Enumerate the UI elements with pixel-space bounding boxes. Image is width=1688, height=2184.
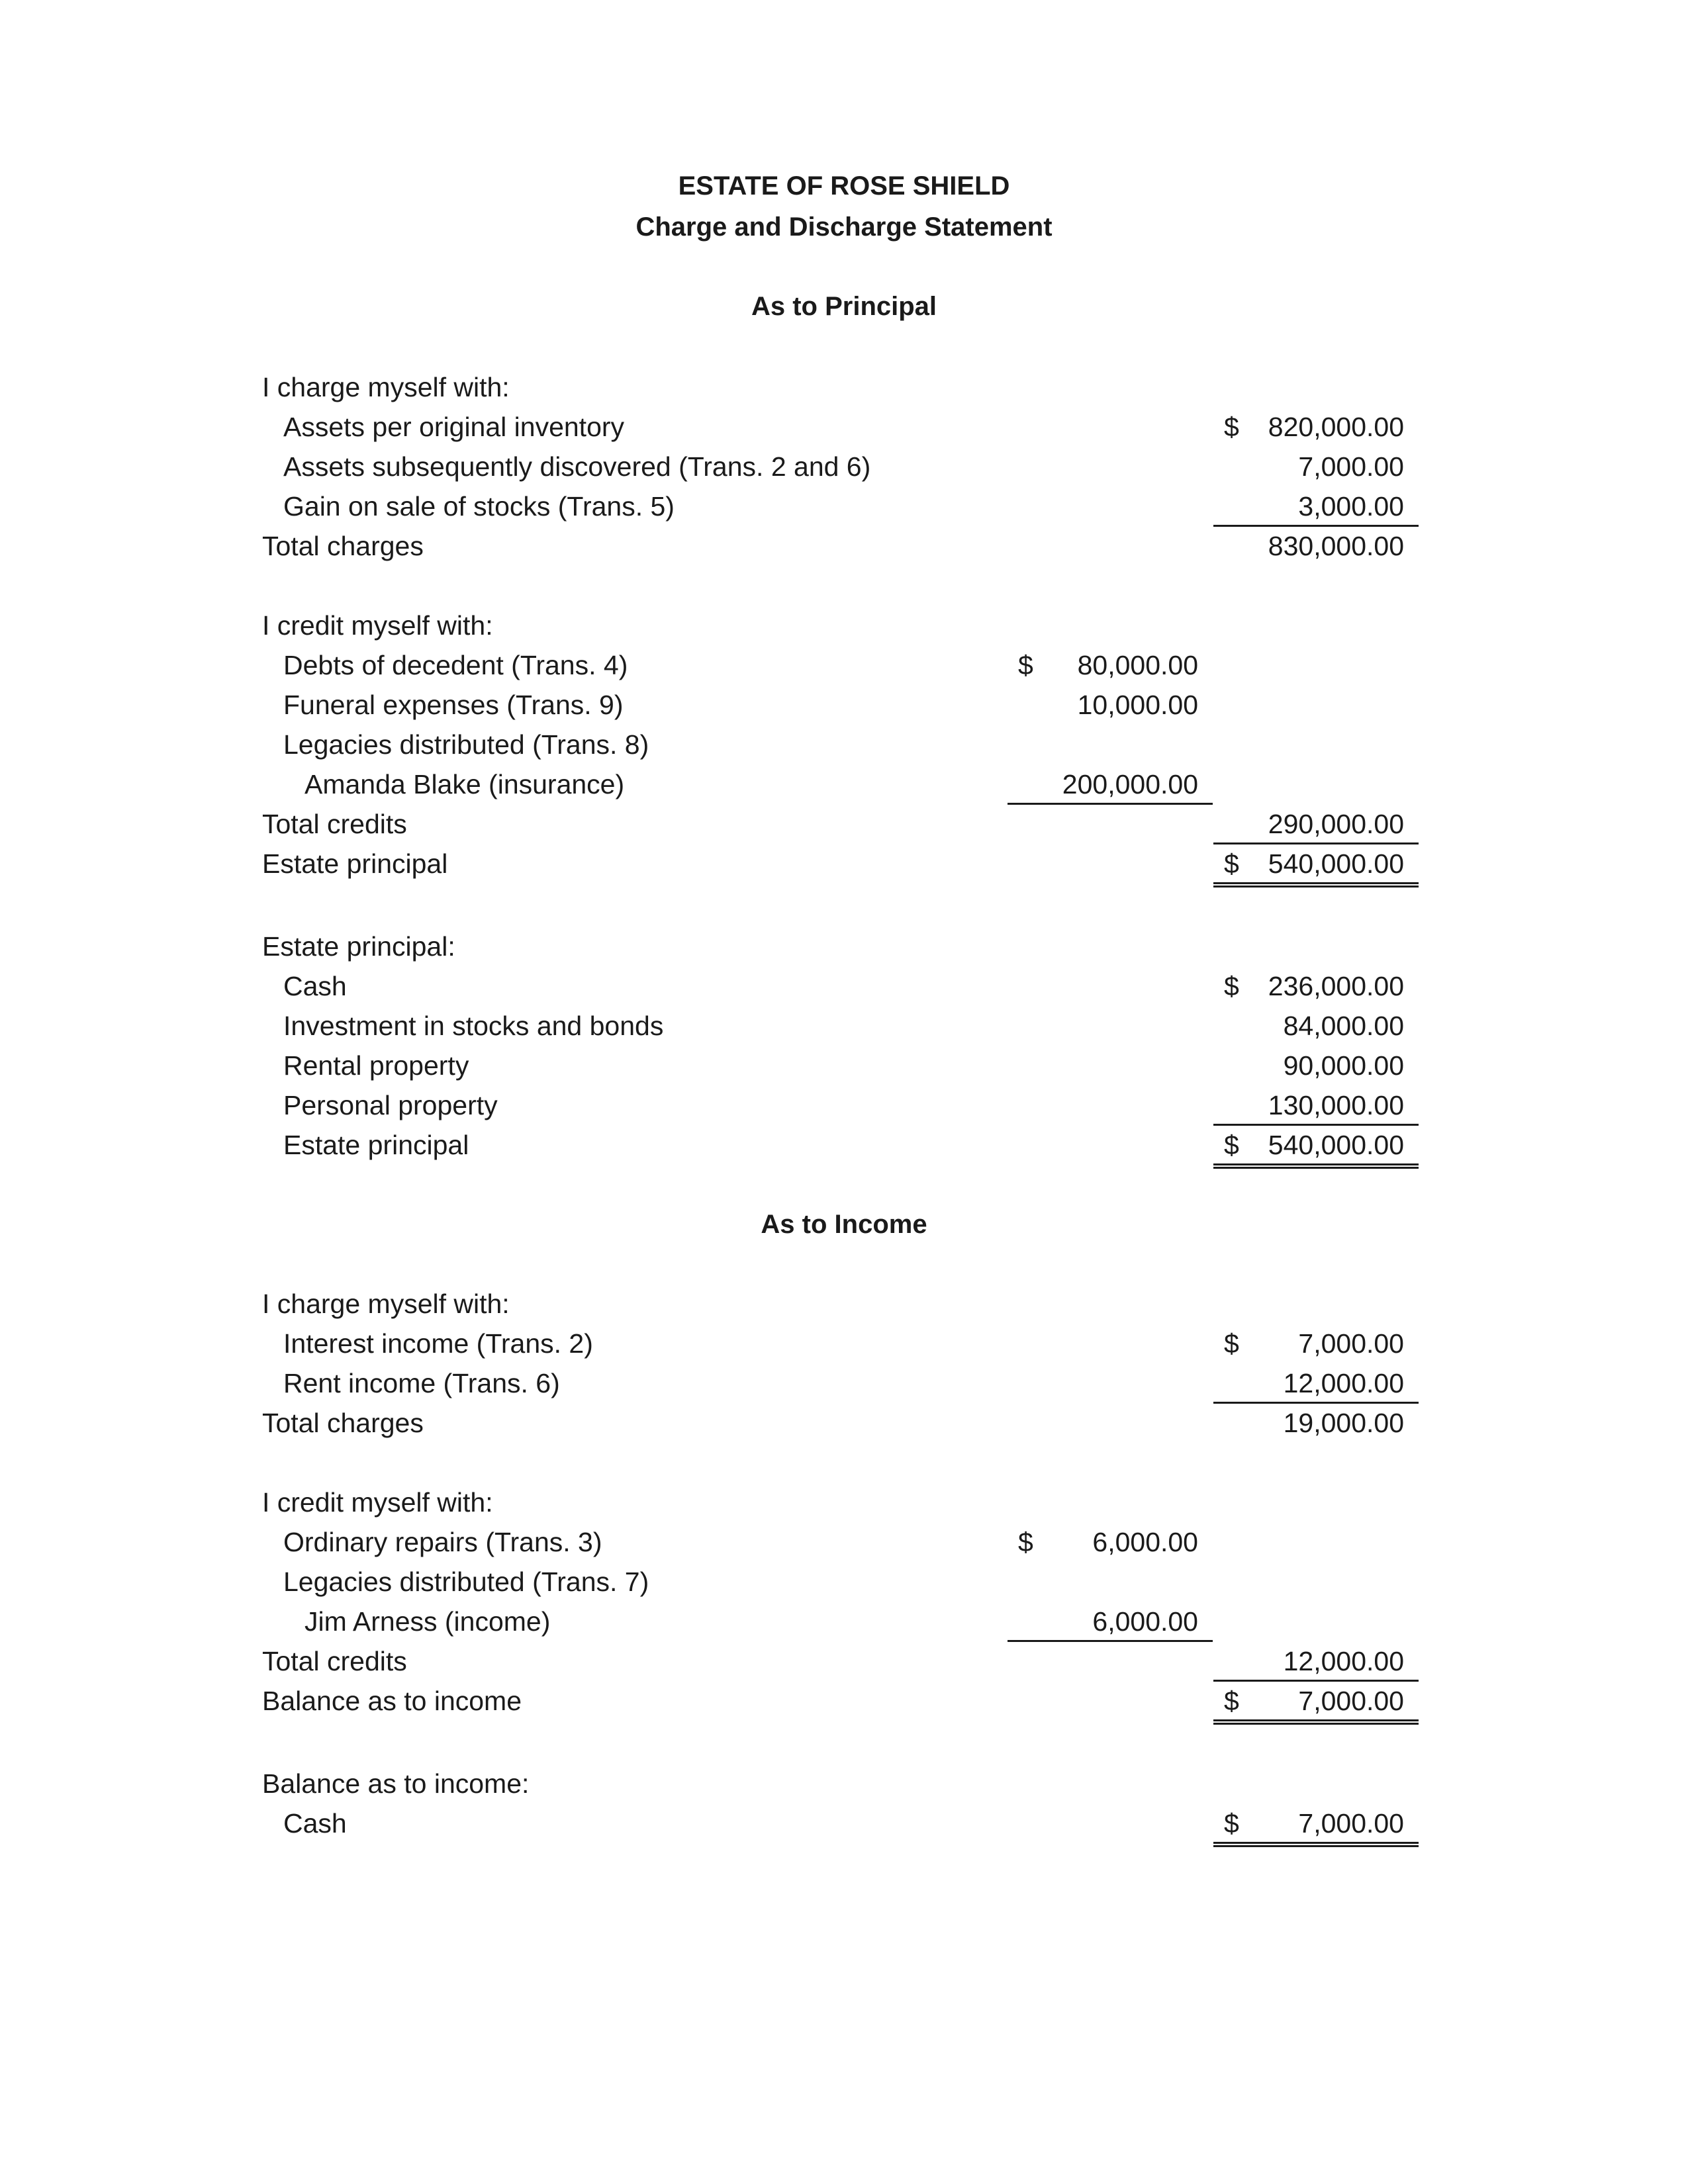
row-label: Balance as to income: — [262, 1768, 530, 1799]
currency-sign: $ — [1224, 1686, 1239, 1716]
principal-composition-row — [0, 1046, 1688, 1085]
amount-value: 820,000.00 — [1268, 412, 1404, 442]
row-label: Gain on sale of stocks (Trans. 5) — [283, 491, 675, 522]
income-credit-row — [0, 1602, 1688, 1641]
currency-sign: $ — [1224, 1808, 1239, 1839]
amount-cell — [1213, 1641, 1419, 1682]
principal-composition-row — [0, 1085, 1688, 1125]
principal-credit-row — [0, 764, 1688, 804]
amount-value: 90,000.00 — [1283, 1050, 1404, 1081]
row-label: Amanda Blake (insurance) — [305, 769, 625, 799]
row-label: Estate principal — [283, 1130, 469, 1160]
principal-credit-header-row — [0, 606, 1688, 645]
currency-sign: $ — [1224, 848, 1239, 879]
amount-value: 7,000.00 — [1298, 1328, 1404, 1359]
amount-value: 7,000.00 — [1298, 1686, 1404, 1716]
amount-cell — [1213, 1403, 1419, 1441]
row-label: Funeral expenses (Trans. 9) — [283, 690, 624, 720]
income-balance-row — [0, 1681, 1688, 1721]
row-label: I charge myself with: — [262, 372, 510, 402]
amount-value: 12,000.00 — [1283, 1368, 1404, 1398]
row-label: Estate principal — [262, 848, 448, 879]
row-label: Investment in stocks and bonds — [283, 1011, 664, 1041]
amount-value: 6,000.00 — [1092, 1606, 1198, 1637]
income-total-charges-row — [0, 1403, 1688, 1443]
row-label: Estate principal: — [262, 931, 455, 962]
currency-sign: $ — [1018, 1527, 1033, 1557]
row-label: Total credits — [262, 1646, 407, 1676]
amount-cell — [1213, 407, 1419, 445]
statement-subtitle: Charge and Discharge Statement — [635, 212, 1053, 242]
principal-estate-principal-row — [0, 844, 1688, 884]
row-label: Balance as to income — [262, 1686, 522, 1716]
amount-cell — [1213, 844, 1419, 887]
row-label: Total charges — [262, 1408, 424, 1438]
principal-credit-row — [0, 725, 1688, 764]
income-credit-row — [0, 1522, 1688, 1562]
amount-cell — [1213, 1046, 1419, 1084]
amount-cell — [1008, 645, 1213, 684]
row-label: Cash — [283, 1808, 347, 1839]
amount-value: 236,000.00 — [1268, 971, 1404, 1001]
amount-value: 12,000.00 — [1283, 1646, 1404, 1676]
currency-sign: $ — [1224, 412, 1239, 442]
row-label: Assets subsequently discovered (Trans. 2 and 6) — [283, 451, 871, 482]
principal-heading: As to Principal — [751, 292, 937, 321]
principal-credit-row — [0, 645, 1688, 685]
amount-value: 7,000.00 — [1298, 451, 1404, 482]
row-label: Cash — [283, 971, 347, 1001]
amount-value: 130,000.00 — [1268, 1090, 1404, 1120]
row-label: I credit myself with: — [262, 1487, 493, 1518]
currency-sign: $ — [1018, 650, 1033, 680]
principal-charge-row — [0, 486, 1688, 526]
amount-value: 540,000.00 — [1268, 848, 1404, 879]
row-label: Legacies distributed (Trans. 7) — [283, 1567, 649, 1597]
amount-cell — [1008, 1602, 1213, 1642]
amount-value: 3,000.00 — [1298, 491, 1404, 522]
amount-value: 19,000.00 — [1283, 1408, 1404, 1438]
amount-cell — [1213, 526, 1419, 565]
income-credit-header-row — [0, 1482, 1688, 1522]
amount-value: 7,000.00 — [1298, 1808, 1404, 1839]
amount-value: 80,000.00 — [1077, 650, 1198, 680]
amount-cell — [1213, 1803, 1419, 1847]
income-charge-header-row — [0, 1284, 1688, 1324]
amount-value: 10,000.00 — [1077, 690, 1198, 720]
amount-cell — [1213, 804, 1419, 844]
row-label: Legacies distributed (Trans. 8) — [283, 729, 649, 760]
amount-cell — [1213, 966, 1419, 1005]
estate-title: ESTATE OF ROSE SHIELD — [678, 171, 1010, 201]
row-label: Total charges — [262, 531, 424, 561]
amount-cell — [1008, 764, 1213, 805]
row-label: Ordinary repairs (Trans. 3) — [283, 1527, 602, 1557]
amount-cell — [1008, 1522, 1213, 1561]
principal-composition-row — [0, 1006, 1688, 1046]
amount-cell — [1213, 1681, 1419, 1725]
row-label: I credit myself with: — [262, 610, 493, 641]
amount-value: 830,000.00 — [1268, 531, 1404, 561]
amount-cell — [1213, 1363, 1419, 1404]
amount-value: 6,000.00 — [1092, 1527, 1198, 1557]
row-label: Interest income (Trans. 2) — [283, 1328, 593, 1359]
row-label: Debts of decedent (Trans. 4) — [283, 650, 628, 680]
row-label: I charge myself with: — [262, 1289, 510, 1319]
principal-charge-row — [0, 447, 1688, 486]
amount-value: 540,000.00 — [1268, 1130, 1404, 1160]
amount-value: 200,000.00 — [1062, 769, 1198, 799]
row-label: Total credits — [262, 809, 407, 839]
income-balance-item-row — [0, 1803, 1688, 1843]
currency-sign: $ — [1224, 1130, 1239, 1160]
amount-cell — [1008, 685, 1213, 723]
principal-charge-row — [0, 407, 1688, 447]
currency-sign: $ — [1224, 1328, 1239, 1359]
currency-sign: $ — [1224, 971, 1239, 1001]
income-credit-row — [0, 1562, 1688, 1602]
principal-total-credits-row — [0, 804, 1688, 844]
income-heading: As to Income — [761, 1210, 927, 1239]
amount-cell — [1213, 447, 1419, 485]
principal-composition-total-row — [0, 1125, 1688, 1165]
principal-credit-row — [0, 685, 1688, 725]
amount-cell — [1213, 1125, 1419, 1169]
amount-cell — [1213, 1324, 1419, 1362]
income-total-credits-row — [0, 1641, 1688, 1681]
income-balance-header-row — [0, 1764, 1688, 1803]
row-label: Rent income (Trans. 6) — [283, 1368, 560, 1398]
amount-cell — [1213, 1085, 1419, 1126]
amount-value: 84,000.00 — [1283, 1011, 1404, 1041]
principal-composition-header-row — [0, 927, 1688, 966]
row-label: Rental property — [283, 1050, 469, 1081]
principal-composition-row — [0, 966, 1688, 1006]
principal-total-charges-row — [0, 526, 1688, 566]
amount-cell — [1213, 486, 1419, 527]
amount-value: 290,000.00 — [1268, 809, 1404, 839]
principal-charge-header-row — [0, 367, 1688, 407]
row-label: Personal property — [283, 1090, 498, 1120]
row-label: Jim Arness (income) — [305, 1606, 551, 1637]
income-charge-row — [0, 1324, 1688, 1363]
income-charge-row — [0, 1363, 1688, 1403]
row-label: Assets per original inventory — [283, 412, 625, 442]
amount-cell — [1213, 1006, 1419, 1044]
